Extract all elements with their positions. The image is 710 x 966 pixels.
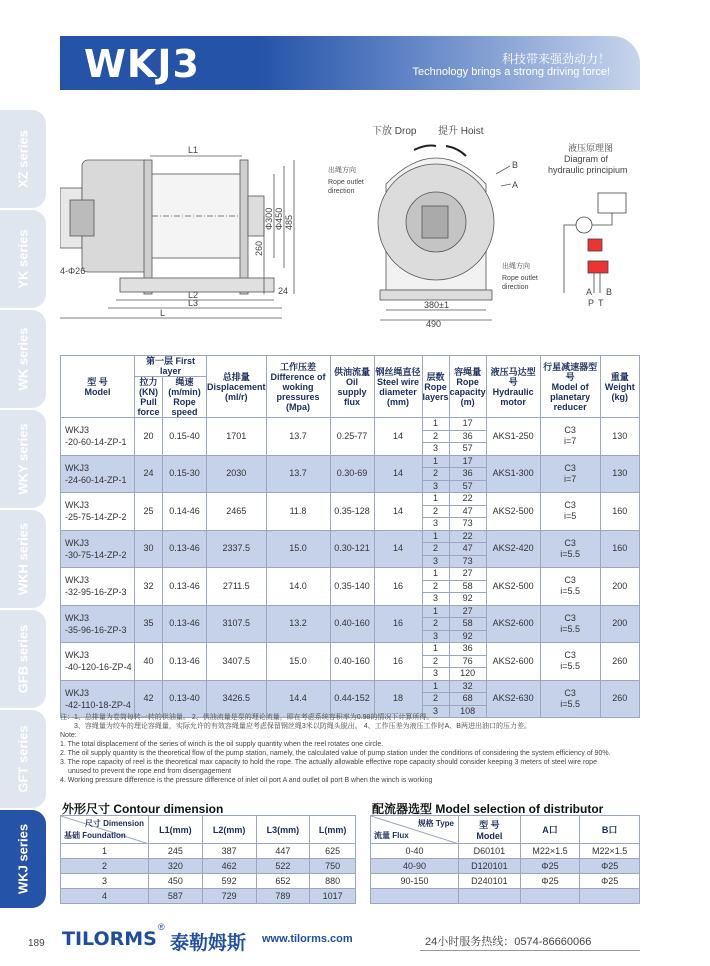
cell-weight: 160 <box>600 530 639 568</box>
cell-motor: AKS2-630 <box>486 680 540 718</box>
label-outlet-en2: direction <box>328 188 355 195</box>
cell-displacement: 2711.5 <box>207 568 267 606</box>
col-layers: 层数 Rope layers <box>422 356 449 418</box>
dim-l1: L1 <box>188 145 199 155</box>
cell-pressure: 15.0 <box>266 530 330 568</box>
cell-pull-force: 32 <box>135 568 163 606</box>
cell-layer: 2 <box>422 580 449 593</box>
dim-holes: 4-Φ26 <box>60 266 86 276</box>
cell-layer: 3 <box>422 593 449 606</box>
cell-flux: 0.35-140 <box>330 568 374 606</box>
note-en-1: 1. The total displacement of the series of winch is the oil supply quantity when the reel rotates one circle. <box>60 741 384 748</box>
distributor-cell <box>520 889 580 904</box>
cell-pull-force: 40 <box>135 643 163 681</box>
cell-layer: 2 <box>422 505 449 518</box>
front-elevation-drawing <box>326 122 546 327</box>
tab-wk-series[interactable]: WK series <box>0 310 46 408</box>
distributor-cell: D240101 <box>459 874 521 889</box>
table-row <box>61 859 356 874</box>
distributor-cell: D60101 <box>459 844 521 859</box>
tab-xz-series[interactable]: XZ series <box>0 110 46 208</box>
slogan-en: Technology brings a strong driving force! <box>412 66 610 78</box>
cell-pull-force: 35 <box>135 605 163 643</box>
side-elevation-drawing <box>60 138 350 330</box>
cell-flux: 0.40-160 <box>330 643 374 681</box>
cell-layer: 3 <box>422 630 449 643</box>
contour-cell: 625 <box>310 844 356 859</box>
col-displacement: 总排量 Displacement (ml/r) <box>207 356 267 418</box>
cell-layer: 2 <box>422 618 449 631</box>
website-link[interactable]: www.tilorms.com <box>262 933 353 945</box>
slogan-cn: 科技带来强劲动力！ <box>501 52 610 66</box>
cell-reducer: C3 i=5.5 <box>540 680 600 718</box>
table-row <box>61 530 640 543</box>
cell-model: WKJ3 -32-95-16-ZP-3 <box>61 568 135 606</box>
port-a-label: A <box>512 180 519 190</box>
label-outlet2-en1: Rope outlet <box>502 275 538 282</box>
port-a: A <box>586 287 593 297</box>
cell-capacity: 58 <box>449 618 486 631</box>
table-row <box>61 680 640 693</box>
cell-weight: 200 <box>600 568 639 606</box>
page-number: 189 <box>28 938 45 949</box>
contour-cell: 522 <box>256 859 310 874</box>
notes <box>60 713 645 785</box>
distributor-table <box>370 815 640 904</box>
label-outlet2-cn: 出绳方向 <box>502 263 530 270</box>
cell-weight: 130 <box>600 455 639 493</box>
contour-cell: 450 <box>149 874 203 889</box>
contour-title: 外形尺寸 Contour dimension <box>62 802 224 816</box>
distributor-col-a: A口 <box>520 816 580 844</box>
distributor-cell: Φ25 <box>580 859 640 874</box>
cell-motor: AKS2-500 <box>486 493 540 531</box>
contour-col-l2: L2(mm) <box>202 816 256 844</box>
cell-pressure: 15.0 <box>266 643 330 681</box>
cell-capacity: 17 <box>449 418 486 431</box>
contour-cell: 387 <box>202 844 256 859</box>
dim-490: 490 <box>426 319 442 327</box>
distributor-cell: Φ25 <box>580 874 640 889</box>
contour-cell: 587 <box>149 889 203 904</box>
cell-reducer: C3 i=5 <box>540 493 600 531</box>
cell-reducer: C3 i=7 <box>540 455 600 493</box>
contour-cell: 3 <box>61 874 149 889</box>
dim-d300: Φ300 <box>264 207 274 230</box>
cell-pressure: 14.4 <box>266 680 330 718</box>
cell-capacity: 68 <box>449 693 486 706</box>
port-p: P <box>588 298 595 308</box>
col-pull-force: 拉力(KN) Pull force <box>135 377 163 418</box>
cell-pull-force: 24 <box>135 455 163 493</box>
distributor-cell <box>371 889 459 904</box>
cell-layer: 1 <box>422 418 449 431</box>
cell-motor: AKS1-250 <box>486 418 540 456</box>
cell-reducer: C3 i=5.5 <box>540 568 600 606</box>
cell-model: WKJ3 -24-60-14-ZP-1 <box>61 455 135 493</box>
note-en-2: 2. The oil supply quantity is the theoretical flow of the pump station, namely, the calculated value of pump station under the conditions of considering the system efficiency of 90%. <box>60 750 611 757</box>
cell-wire: 14 <box>374 455 422 493</box>
dim-l: L <box>160 308 166 318</box>
dim-l2: L2 <box>188 290 199 300</box>
cell-pull-force: 42 <box>135 680 163 718</box>
label-outlet2-en2: direction <box>502 284 529 291</box>
cell-pressure: 13.7 <box>266 418 330 456</box>
cell-rope-speed: 0.15-30 <box>163 455 207 493</box>
cell-flux: 0.30-121 <box>330 530 374 568</box>
cell-displacement: 3426.5 <box>207 680 267 718</box>
cell-capacity: 22 <box>449 493 486 506</box>
cell-motor: AKS1-300 <box>486 455 540 493</box>
col-reducer: 行星减速器型号 Model of planetary reducer <box>540 356 600 418</box>
distributor-title: 配流器选型 Model selection of distributor <box>372 802 604 816</box>
tab-gfb-series[interactable]: GFB series <box>0 610 46 708</box>
cell-layer: 3 <box>422 555 449 568</box>
table-row <box>371 859 640 874</box>
tab-yk-series[interactable]: YK series <box>0 210 46 308</box>
cell-capacity: 120 <box>449 668 486 681</box>
cell-layer: 2 <box>422 468 449 481</box>
cell-rope-speed: 0.13-46 <box>163 530 207 568</box>
registered-mark: ® <box>158 922 165 932</box>
cell-weight: 200 <box>600 605 639 643</box>
cell-rope-speed: 0.13-40 <box>163 680 207 718</box>
cell-flux: 0.25-77 <box>330 418 374 456</box>
cell-flux: 0.30-69 <box>330 455 374 493</box>
dim-24: 24 <box>278 286 289 296</box>
cell-capacity: 32 <box>449 680 486 693</box>
cell-capacity: 36 <box>449 430 486 443</box>
distributor-cell: Φ25 <box>520 859 580 874</box>
col-model: 型 号 Model <box>61 356 135 418</box>
cell-capacity: 76 <box>449 655 486 668</box>
contour-cell: 4 <box>61 889 149 904</box>
contour-cell: 447 <box>256 844 310 859</box>
contour-cell: 789 <box>256 889 310 904</box>
cell-reducer: C3 i=5.5 <box>540 530 600 568</box>
cell-motor: AKS2-420 <box>486 530 540 568</box>
cell-reducer: C3 i=7 <box>540 418 600 456</box>
cell-motor: AKS2-500 <box>486 568 540 606</box>
hydraulic-diagram <box>548 143 640 308</box>
tab-wkh-series[interactable]: WKH series <box>0 510 46 608</box>
cell-wire: 14 <box>374 530 422 568</box>
cell-rope-speed: 0.14-46 <box>163 493 207 531</box>
col-pressure: 工作压差 Difference of woking pressures (Mpa) <box>266 356 330 418</box>
cell-displacement: 3107.5 <box>207 605 267 643</box>
dim-l3: L3 <box>188 298 199 308</box>
distributor-cell: Φ25 <box>520 874 580 889</box>
distributor-cell: M22×1.5 <box>580 844 640 859</box>
contour-col-l3: L3(mm) <box>256 816 310 844</box>
cell-displacement: 1701 <box>207 418 267 456</box>
distributor-cell: 40-90 <box>371 859 459 874</box>
contour-cell: 245 <box>149 844 203 859</box>
cell-rope-speed: 0.15-40 <box>163 418 207 456</box>
note-en-title: Note: <box>60 732 77 739</box>
table-row <box>61 844 356 859</box>
note-en-3: 3. The rope capacity of reel is the theoretical max capacity to hold the rope. The actually allowable effective rope capacity should consider keeping 3 meters of steel wire rope <box>60 759 597 766</box>
note-cn-1: 注：1、总排量为卷筒每转一转的供油量。 2、供油流量是泵的理论流量，即在考虑系统容积率为0.98的情况下计算所得。 <box>60 714 434 721</box>
cell-capacity: 92 <box>449 593 486 606</box>
distributor-cell: M22×1.5 <box>520 844 580 859</box>
cell-layer: 3 <box>422 518 449 531</box>
label-outlet-cn: 出绳方向 <box>328 167 356 174</box>
dim-260: 260 <box>254 240 264 256</box>
col-motor: 液压马达型号 Hydraulic motor <box>486 356 540 418</box>
service-hotline: 24小时服务热线：0574-86660066 <box>425 936 592 948</box>
cell-weight: 130 <box>600 418 639 456</box>
table-row <box>61 568 640 581</box>
cell-model: WKJ3 -42-110-18-ZP-4 <box>61 680 135 718</box>
col-wire: 钢丝绳直径 Steel wire diameter (mm) <box>374 356 422 418</box>
cell-displacement: 2030 <box>207 455 267 493</box>
table-row <box>61 493 640 506</box>
table-row <box>61 889 356 904</box>
cell-reducer: C3 i=5.5 <box>540 643 600 681</box>
table-row <box>61 605 640 618</box>
dim-485: 485 <box>284 214 294 230</box>
cell-motor: AKS2-600 <box>486 643 540 681</box>
cell-weight: 260 <box>600 680 639 718</box>
cell-layer: 1 <box>422 493 449 506</box>
cell-capacity: 27 <box>449 605 486 618</box>
note-cn-2: 3、容绳量为绞车的理论容绳量，实际允许的有效容绳量应考虑保留钢丝绳3米以防绳头脱出。 4、工作压差为液压工作时A、B两进出油口的压力差。 <box>74 723 531 730</box>
col-first-layer: 第一层 First layer <box>135 356 207 377</box>
tab-wkj-series[interactable]: WKJ series <box>0 810 46 908</box>
cell-layer: 1 <box>422 455 449 468</box>
label-drop: 下放 Drop <box>372 126 417 137</box>
cell-capacity: 47 <box>449 543 486 556</box>
cell-capacity: 36 <box>449 468 486 481</box>
label-hoist: 提升 Hoist <box>438 126 484 137</box>
cell-capacity: 27 <box>449 568 486 581</box>
cell-model: WKJ3 -25-75-14-ZP-2 <box>61 493 135 531</box>
cell-layer: 2 <box>422 543 449 556</box>
cell-pressure: 13.2 <box>266 605 330 643</box>
cell-capacity: 73 <box>449 518 486 531</box>
contour-cell: 320 <box>149 859 203 874</box>
cell-layer: 2 <box>422 693 449 706</box>
distributor-cell: 0-40 <box>371 844 459 859</box>
table-row <box>61 418 640 431</box>
cell-rope-speed: 0.13-46 <box>163 643 207 681</box>
cell-capacity: 57 <box>449 443 486 456</box>
cell-wire: 18 <box>374 680 422 718</box>
table-row <box>371 844 640 859</box>
cell-rope-speed: 0.13-46 <box>163 605 207 643</box>
footer <box>0 922 710 954</box>
cell-capacity: 17 <box>449 455 486 468</box>
cell-pull-force: 20 <box>135 418 163 456</box>
contour-cell: 880 <box>310 874 356 889</box>
distributor-cell <box>580 889 640 904</box>
cell-capacity: 47 <box>449 505 486 518</box>
contour-cell: 750 <box>310 859 356 874</box>
brand-logo: TILORMS <box>62 928 157 950</box>
cell-wire: 16 <box>374 605 422 643</box>
cell-layer: 1 <box>422 680 449 693</box>
cell-layer: 3 <box>422 480 449 493</box>
contour-col-l: L(mm) <box>310 816 356 844</box>
distributor-cell: 90-150 <box>371 874 459 889</box>
port-b-label: B <box>512 160 519 170</box>
distributor-col-b: B口 <box>580 816 640 844</box>
cell-layer: 2 <box>422 430 449 443</box>
cell-capacity: 58 <box>449 580 486 593</box>
cell-layer: 1 <box>422 568 449 581</box>
col-rope-speed: 绳速(m/min) Rope speed <box>163 377 207 418</box>
distributor-col-model: 型 号 Model <box>459 816 521 844</box>
cell-layer: 1 <box>422 643 449 656</box>
footer-divider <box>420 950 640 951</box>
table-row <box>61 874 356 889</box>
contour-cell: 592 <box>202 874 256 889</box>
table-row <box>61 455 640 468</box>
cell-displacement: 2337.5 <box>207 530 267 568</box>
hydraulic-title-en1: Diagram of <box>564 154 609 164</box>
port-t: T <box>598 298 604 308</box>
port-b: B <box>606 287 613 297</box>
cell-pressure: 13.7 <box>266 455 330 493</box>
cell-pressure: 11.8 <box>266 493 330 531</box>
page-header <box>60 36 640 90</box>
cell-model: WKJ3 -30-75-14-ZP-2 <box>61 530 135 568</box>
cell-model: WKJ3 -40-120-16-ZP-4 <box>61 643 135 681</box>
table-row <box>371 889 640 904</box>
tab-gft-series[interactable]: GFT series <box>0 710 46 808</box>
contour-table <box>60 815 356 904</box>
cell-wire: 16 <box>374 568 422 606</box>
contour-cell: 1017 <box>310 889 356 904</box>
cell-displacement: 2465 <box>207 493 267 531</box>
distributor-cell: D120101 <box>459 859 521 874</box>
brand-logo-cn: 泰勒姆斯 <box>170 933 247 954</box>
cell-capacity: 36 <box>449 643 486 656</box>
col-flux: 供油流量 Oil supply flux <box>330 356 374 418</box>
label-outlet-en1: Rope outlet <box>328 179 364 186</box>
contour-head-diag: 尺寸 Dimension 基础 Foundation <box>61 816 149 844</box>
contour-cell: 462 <box>202 859 256 874</box>
cell-model: WKJ3 -35-96-16-ZP-3 <box>61 605 135 643</box>
cell-flux: 0.44-152 <box>330 680 374 718</box>
hydraulic-title-cn: 液压原理图 <box>568 143 614 153</box>
cell-layer: 3 <box>422 705 449 718</box>
cell-pull-force: 30 <box>135 530 163 568</box>
cell-wire: 14 <box>374 493 422 531</box>
tab-wky-series[interactable]: WKY series <box>0 410 46 508</box>
cell-weight: 260 <box>600 643 639 681</box>
cell-flux: 0.35-128 <box>330 493 374 531</box>
dim-d450: Φ450 <box>274 207 284 230</box>
cell-rope-speed: 0.13-46 <box>163 568 207 606</box>
cell-motor: AKS2-600 <box>486 605 540 643</box>
cell-pressure: 14.0 <box>266 568 330 606</box>
cell-model: WKJ3 -20-60-14-ZP-1 <box>61 418 135 456</box>
cell-capacity: 92 <box>449 630 486 643</box>
hydraulic-title-en2: hydraulic principium <box>548 165 628 175</box>
spec-table <box>60 355 640 718</box>
dim-380: 380±1 <box>424 300 449 310</box>
cell-pull-force: 25 <box>135 493 163 531</box>
cell-capacity: 108 <box>449 705 486 718</box>
cell-layer: 2 <box>422 655 449 668</box>
cell-capacity: 22 <box>449 530 486 543</box>
contour-cell: 2 <box>61 859 149 874</box>
table-row <box>371 874 640 889</box>
distributor-cell <box>459 889 521 904</box>
distributor-head-diag: 规格 Type 流量 Flux <box>371 816 459 844</box>
cell-capacity: 73 <box>449 555 486 568</box>
cell-reducer: C3 i=5.5 <box>540 605 600 643</box>
cell-layer: 1 <box>422 530 449 543</box>
contour-cell: 652 <box>256 874 310 889</box>
contour-cell: 729 <box>202 889 256 904</box>
cell-wire: 16 <box>374 643 422 681</box>
cell-layer: 3 <box>422 668 449 681</box>
note-en-4: 4. Working pressure difference is the pressure difference of inlet oil port A and outlet oil port B when the winch is working <box>60 777 433 784</box>
page-title: WKJ3 <box>84 42 200 86</box>
col-capacity: 容绳量 Rope capacity (m) <box>449 356 486 418</box>
contour-col-l1: L1(mm) <box>149 816 203 844</box>
table-row <box>61 643 640 656</box>
col-weight: 重量 Weight (kg) <box>600 356 639 418</box>
note-en-3b: unused to prevent the rope end from disengagement <box>68 768 232 775</box>
cell-weight: 160 <box>600 493 639 531</box>
cell-layer: 3 <box>422 443 449 456</box>
contour-cell: 1 <box>61 844 149 859</box>
cell-displacement: 3407.5 <box>207 643 267 681</box>
cell-wire: 14 <box>374 418 422 456</box>
cell-layer: 1 <box>422 605 449 618</box>
cell-capacity: 57 <box>449 480 486 493</box>
cell-flux: 0.40-160 <box>330 605 374 643</box>
